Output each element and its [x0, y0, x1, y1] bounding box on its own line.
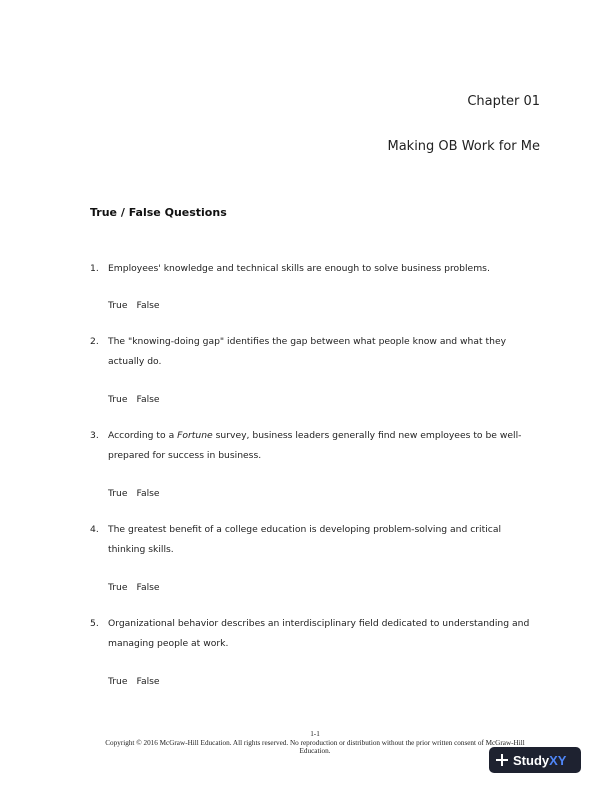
answer-options-1 — [108, 300, 169, 311]
question-5 — [90, 614, 540, 654]
question-number: 3. — [90, 430, 99, 441]
publication-name: Fortune — [177, 430, 213, 441]
question-text: Employees' knowledge and technical skills are enough to solve business problems. — [108, 263, 490, 274]
question-number: 5. — [90, 618, 99, 629]
option-false[interactable]: False — [136, 582, 160, 593]
answer-options-3 — [108, 488, 169, 499]
option-false[interactable]: False — [136, 394, 160, 405]
question-number: 2. — [90, 336, 99, 347]
answer-options-5 — [108, 676, 169, 687]
question-number: 1. — [90, 263, 99, 274]
option-true[interactable]: True — [108, 488, 128, 499]
copyright-notice: Copyright © 2016 McGraw-Hill Education. All rights reserved. No reproduction or distribution without the prior written consent of McGraw-Hill Education. — [105, 738, 525, 756]
option-false[interactable]: False — [136, 488, 160, 499]
logo-text: Study — [513, 752, 550, 768]
question-text: The "knowing-doing gap" identifies the gap between what people know and what they actually do. — [108, 336, 507, 367]
question-2 — [90, 332, 540, 372]
answer-options-2 — [108, 394, 169, 405]
logo-text-accent: XY — [549, 752, 567, 768]
question-4 — [90, 520, 540, 560]
chapter-title: Making OB Work for Me — [387, 139, 540, 154]
question-3 — [90, 426, 540, 466]
question-text: The greatest benefit of a college education is developing problem-solving and critical thinking skills. — [108, 524, 501, 555]
studyxy-logo[interactable] — [489, 747, 581, 773]
option-true[interactable]: True — [108, 300, 128, 311]
question-number: 4. — [90, 524, 99, 535]
plus-icon — [496, 754, 508, 766]
section-heading: True / False Questions — [90, 206, 227, 219]
chapter-number: Chapter 01 — [467, 94, 540, 109]
question-text — [108, 426, 540, 466]
option-false[interactable]: False — [136, 676, 160, 687]
answer-options-4 — [108, 582, 169, 593]
question-text: Organizational behavior describes an interdisciplinary field dedicated to understanding and managing people at work. — [108, 618, 530, 649]
page-footer — [90, 730, 540, 756]
question-text-end: survey, business leaders generally find new employees to be well-prepared for success in business. — [108, 430, 522, 461]
option-true[interactable]: True — [108, 582, 128, 593]
question-text-start: According to a — [108, 430, 178, 441]
option-false[interactable]: False — [136, 300, 160, 311]
page-number: 1-1 — [310, 730, 320, 738]
option-true[interactable]: True — [108, 394, 128, 405]
question-1 — [90, 259, 540, 279]
option-true[interactable]: True — [108, 676, 128, 687]
